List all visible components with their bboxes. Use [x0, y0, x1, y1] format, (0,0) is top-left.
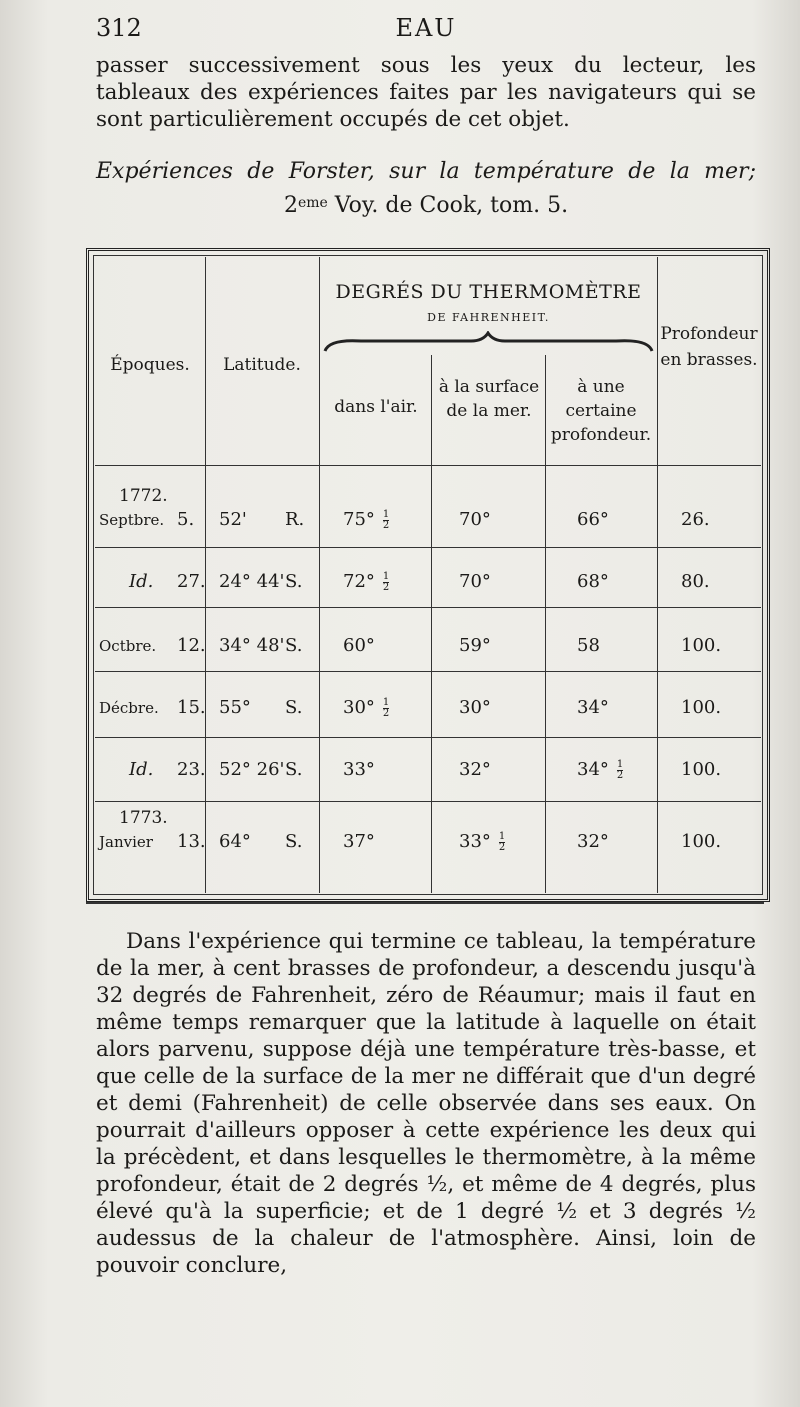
fraction-half [383, 510, 389, 531]
fraction-denominator: 2 [382, 519, 390, 531]
air-temperature-cell: 37° [343, 831, 375, 852]
latitude-cell: 34° 48' [219, 635, 285, 656]
depth-temperature-cell: 66° [577, 509, 609, 530]
brasses-cell: 100. [681, 759, 722, 780]
depth-temperature-cell: 68° [577, 571, 609, 592]
latitude-direction-cell: S. [285, 697, 303, 718]
fraction-numerator: 1 [382, 570, 390, 582]
header-profondeur: Profondeur en brasses. [660, 324, 758, 370]
latitude-direction-cell: S. [285, 635, 303, 656]
fraction-denominator: 2 [382, 707, 390, 719]
column-divider [431, 355, 432, 893]
latitude-direction-cell: S. [285, 571, 303, 592]
depth-temperature-cell: 34° $\frac{1}{2}$ [577, 758, 624, 781]
row-rule [95, 671, 761, 672]
header-latitude: Latitude. [223, 355, 301, 375]
fraction-denominator: 2 [498, 841, 506, 853]
header-fahrenheit: DE FAHRENHEIT. [427, 311, 550, 324]
fraction-numerator: 1 [616, 758, 624, 770]
caption-voyage-text: Voy. de Cook, tom. 5. [327, 193, 569, 218]
brasses-cell: 100. [681, 635, 722, 656]
fraction-half [383, 572, 389, 593]
air-temperature-cell: 72° $\frac{1}{2}$ [343, 570, 390, 593]
latitude-cell: 52' [219, 509, 247, 530]
surface-temperature-cell: 30° [459, 697, 491, 718]
month-cell: Id. [129, 571, 154, 592]
page-header [96, 14, 756, 44]
surface-temperature-cell: 32° [459, 759, 491, 780]
latitude-cell: 64° [219, 831, 251, 852]
month-cell: Décbre. [99, 699, 159, 717]
row-rule [95, 801, 761, 802]
day-cell: 15. [177, 697, 206, 718]
brasses-cell: 100. [681, 697, 722, 718]
latitude-direction-cell: R. [285, 509, 305, 530]
month-cell: Septbre. [99, 511, 165, 529]
brace-icon [321, 331, 656, 355]
row-rule [95, 607, 761, 608]
fraction-numerator: 1 [382, 696, 390, 708]
latitude-cell: 52° 26' [219, 759, 285, 780]
paragraph-top: passer successivement sous les yeux du lecteur, les tableaux des expériences faites par les navigateurs qui se sont particulièrement occupés de cet objet. [96, 53, 756, 132]
depth-temperature-cell: 32° [577, 831, 609, 852]
fraction-half [617, 760, 623, 781]
surface-temperature-cell: 59° [459, 635, 491, 656]
day-cell: 5. [177, 509, 195, 530]
latitude-direction-cell: S. [285, 759, 303, 780]
month-cell: Id. [129, 759, 154, 780]
header-epoques: Époques. [110, 355, 190, 375]
fraction-denominator: 2 [382, 581, 390, 593]
year-label: 1773. [119, 808, 168, 828]
header-depth: à une certaine profondeur. [550, 377, 652, 445]
brasses-cell: 26. [681, 509, 710, 530]
year-label: 1772. [119, 486, 168, 506]
day-cell: 23. [177, 759, 206, 780]
page-number: 312 [96, 14, 142, 42]
table-caption-source [96, 188, 756, 221]
fraction-half [499, 832, 505, 853]
table-caption: Expériences de Forster, sur la température de la mer; [96, 159, 756, 184]
header-air: dans l'air. [334, 397, 418, 417]
temperature-table [86, 248, 770, 902]
table-bottom-rule [86, 902, 764, 904]
brasses-cell: 100. [681, 831, 722, 852]
row-rule [95, 547, 761, 548]
caption-voyage-number: 2 [283, 193, 298, 218]
header-rule [95, 465, 761, 466]
latitude-direction-cell: S. [285, 831, 303, 852]
air-temperature-cell: 60° [343, 635, 375, 656]
latitude-cell: 24° 44' [219, 571, 285, 592]
latitude-cell: 55° [219, 697, 251, 718]
fraction-numerator: 1 [498, 830, 506, 842]
air-temperature-cell: 33° [343, 759, 375, 780]
fraction-denominator: 2 [616, 769, 624, 781]
caption-voyage-sup: eme [297, 195, 328, 211]
paragraph-bottom: Dans l'expérience qui termine ce tableau, la température de la mer, à cent brasses de profondeur, a descendu jusqu'à 32 degrés de Fahrenheit, zéro de Réaumur; mais il faut en même temps remarquer que la latitude à laquelle on était alors parvenu, suppose déjà une température très-basse, et que celle de la surface de la mer ne différait que d'un degré et demi (Fahrenheit) de celle observée dans ses eaux. On pourrait d'ailleurs opposer à cette expérience les deux qui la précèdent, et dans lesquelles le thermomètre, à la même profondeur, était de 2 degrés ½, et même de 4 degrés, plus élevé qu'à la superficie; et de 1 degré ½ et 3 degrés ½ audessus de la chaleur de l'atmosphère. Ainsi, loin de pouvoir conclure, [96, 929, 756, 1278]
running-title: EAU [395, 14, 457, 42]
depth-temperature-cell: 34° [577, 697, 609, 718]
fraction-numerator: 1 [382, 508, 390, 520]
month-cell: Octbre. [99, 637, 157, 655]
month-cell: Janvier [99, 833, 153, 851]
column-divider [657, 257, 658, 893]
header-thermometer: DEGRÉS DU THERMOMÈTRE [335, 281, 642, 303]
day-cell: 12. [177, 635, 206, 656]
day-cell: 13. [177, 831, 206, 852]
day-cell: 27. [177, 571, 206, 592]
surface-temperature-cell: 70° [459, 571, 491, 592]
depth-temperature-cell: 58 [577, 635, 600, 656]
air-temperature-cell: 30° $\frac{1}{2}$ [343, 696, 390, 719]
fraction-half [383, 698, 389, 719]
row-rule [95, 737, 761, 738]
column-divider [545, 355, 546, 893]
surface-temperature-cell: 33° $\frac{1}{2}$ [459, 830, 506, 853]
brasses-cell: 80. [681, 571, 710, 592]
air-temperature-cell: 75° $\frac{1}{2}$ [343, 508, 390, 531]
header-surface: à la surface de la mer. [438, 377, 540, 421]
column-divider [319, 257, 320, 893]
surface-temperature-cell: 70° [459, 509, 491, 530]
